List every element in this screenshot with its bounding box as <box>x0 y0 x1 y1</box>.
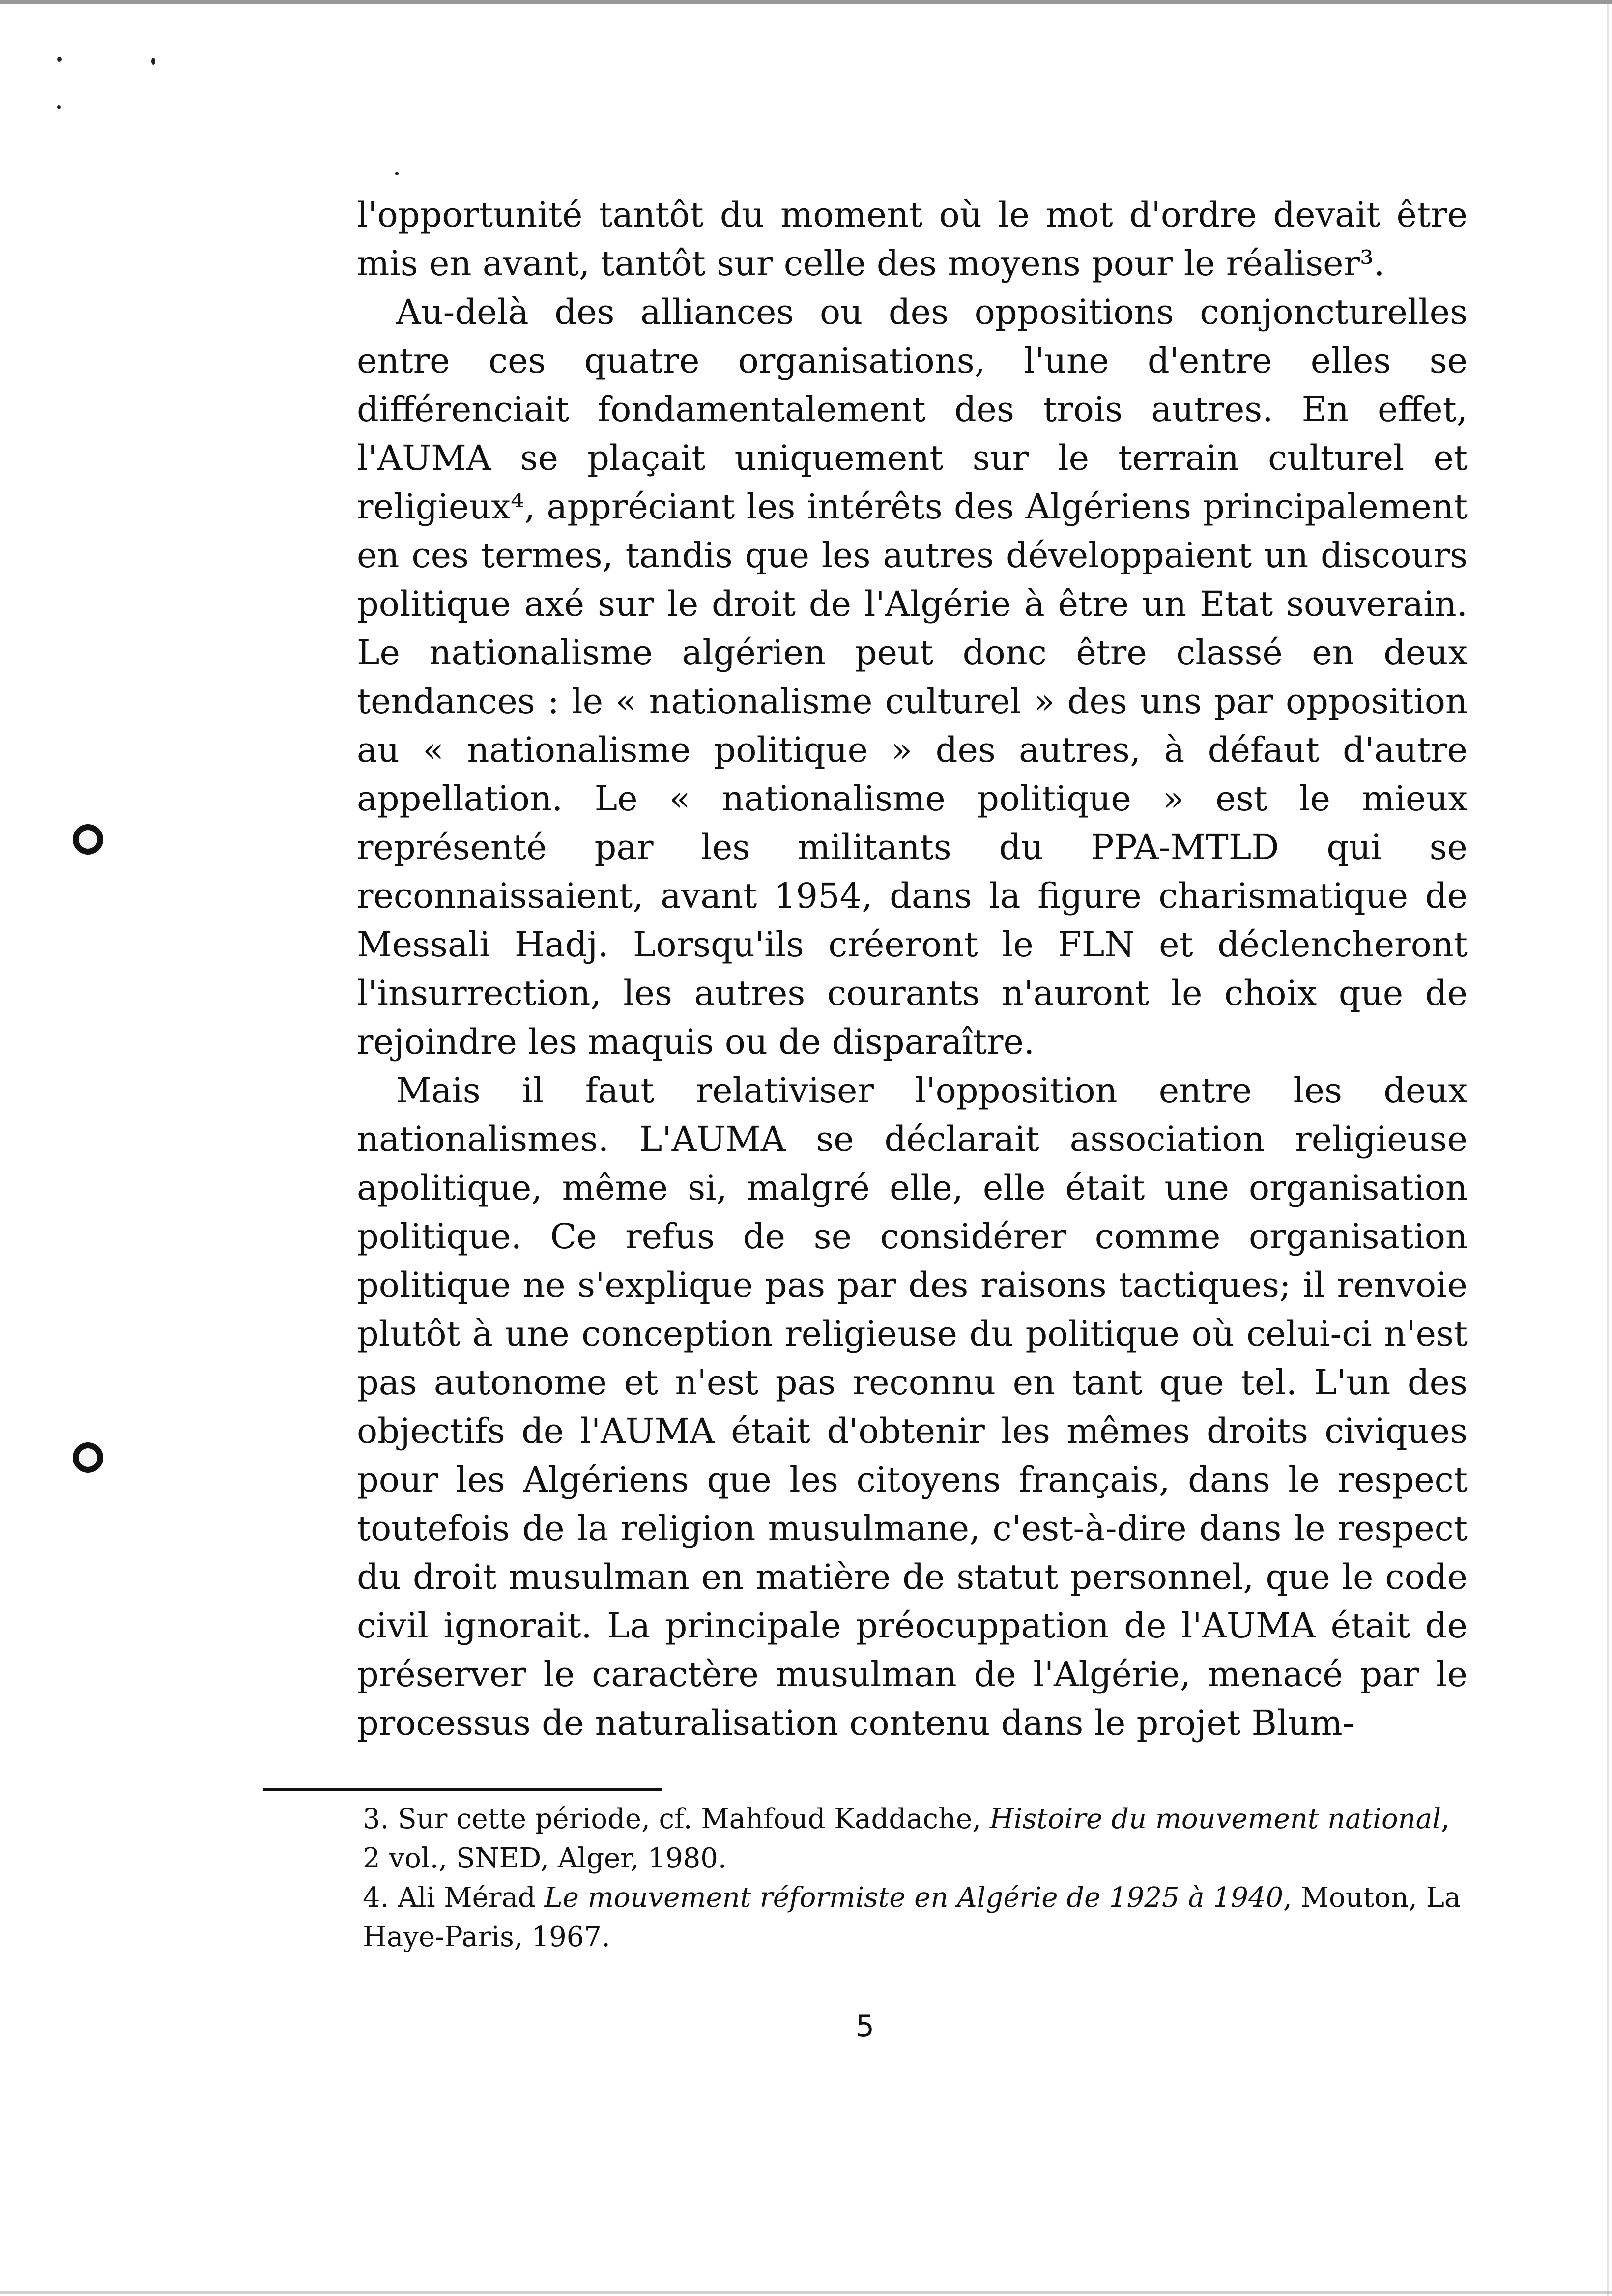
footnote-4-text: 4. Ali Mérad <box>363 1882 545 1914</box>
body-paragraph-1: l'opportunité tantôt du moment où le mot d'ordre devait être mis en avant, tantôt sur celle des moyens pour le réaliser³. <box>357 195 1468 284</box>
punch-hole-upper <box>73 824 103 855</box>
footnote-3-title: Histoire du mouvement national <box>989 1803 1441 1835</box>
footnote-4 <box>363 1878 1473 1957</box>
scan-speck <box>57 105 61 109</box>
scan-speck <box>395 172 399 175</box>
footnotes <box>363 1800 1473 1957</box>
body-paragraph-3: Mais il faut relativiser l'opposition entre les deux nationalismes. L'AUMA se déclarait association religieuse apolitique, même si, malgré elle, elle était une organisation politique. Ce refus de se considérer comme organisation politique ne s'explique pas par des raisons tactiques; il renvoie plutôt à une conception religieuse du politique où celui-ci n'est pas autonome et n'est pas reconnu en tant que tel. L'un des objectifs de l'AUMA était d'obtenir les mêmes droits civiques pour les Algériens que les citoyens français, dans le respect toutefois de la religion musulmane, c'est-à-dire dans le respect du droit musulman en matière de statut personnel, que le code civil ignorait. La principale préocuppation de l'AUMA était de préserver le caractère musulman de l'Algérie, menacé par le processus de naturalisation contenu dans le projet Blum- <box>357 1070 1468 1743</box>
page-number: 5 <box>855 2009 875 2043</box>
punch-hole-lower <box>73 1442 103 1473</box>
scan-right-edge <box>1607 0 1609 2296</box>
scan-top-edge <box>0 0 1612 4</box>
footnote-separator <box>263 1788 662 1791</box>
scan-bottom-edge <box>0 2291 1612 2294</box>
footnote-4-publication: , Mouton, La Haye-Paris, 1967. <box>363 1882 1461 1953</box>
footnote-4-title: Le mouvement réformiste en Algérie de 1925 à 1940 <box>544 1882 1284 1914</box>
page-body <box>357 191 1468 1748</box>
footnote-3 <box>363 1800 1473 1878</box>
scan-speck <box>151 58 155 65</box>
scan-speck <box>57 57 62 62</box>
body-paragraph-2: Au-delà des alliances ou des oppositions conjoncturelles entre ces quatre organisations, l'une d'entre elles se différenciait fondamentalement des trois autres. En effet, l'AUMA se plaçait uniquement sur le terrain culturel et religieux⁴, appréciant les intérêts des Algériens principalement en ces termes, tandis que les autres développaient un discours politique axé sur le droit de l'Algérie à être un Etat souverain. Le nationalisme algérien peut donc être classé en deux tendances : le « nationalisme culturel » des uns par opposition au « nationalisme politique » des autres, à défaut d'autre appellation. Le « nationalisme politique » est le mieux représenté par les militants du PPA-MTLD qui se reconnaissaient, avant 1954, dans la figure charismatique de Messali Hadj. Lorsqu'ils créeront le FLN et déclencheront l'insurrection, les autres courants n'auront le choix que de rejoindre les maquis ou de disparaître. <box>357 292 1468 1062</box>
footnote-3-text: 3. Sur cette période, cf. Mahfoud Kaddache, <box>363 1803 990 1835</box>
footnote-3-publication: , 2 vol., SNED, Alger, 1980. <box>363 1803 1450 1874</box>
